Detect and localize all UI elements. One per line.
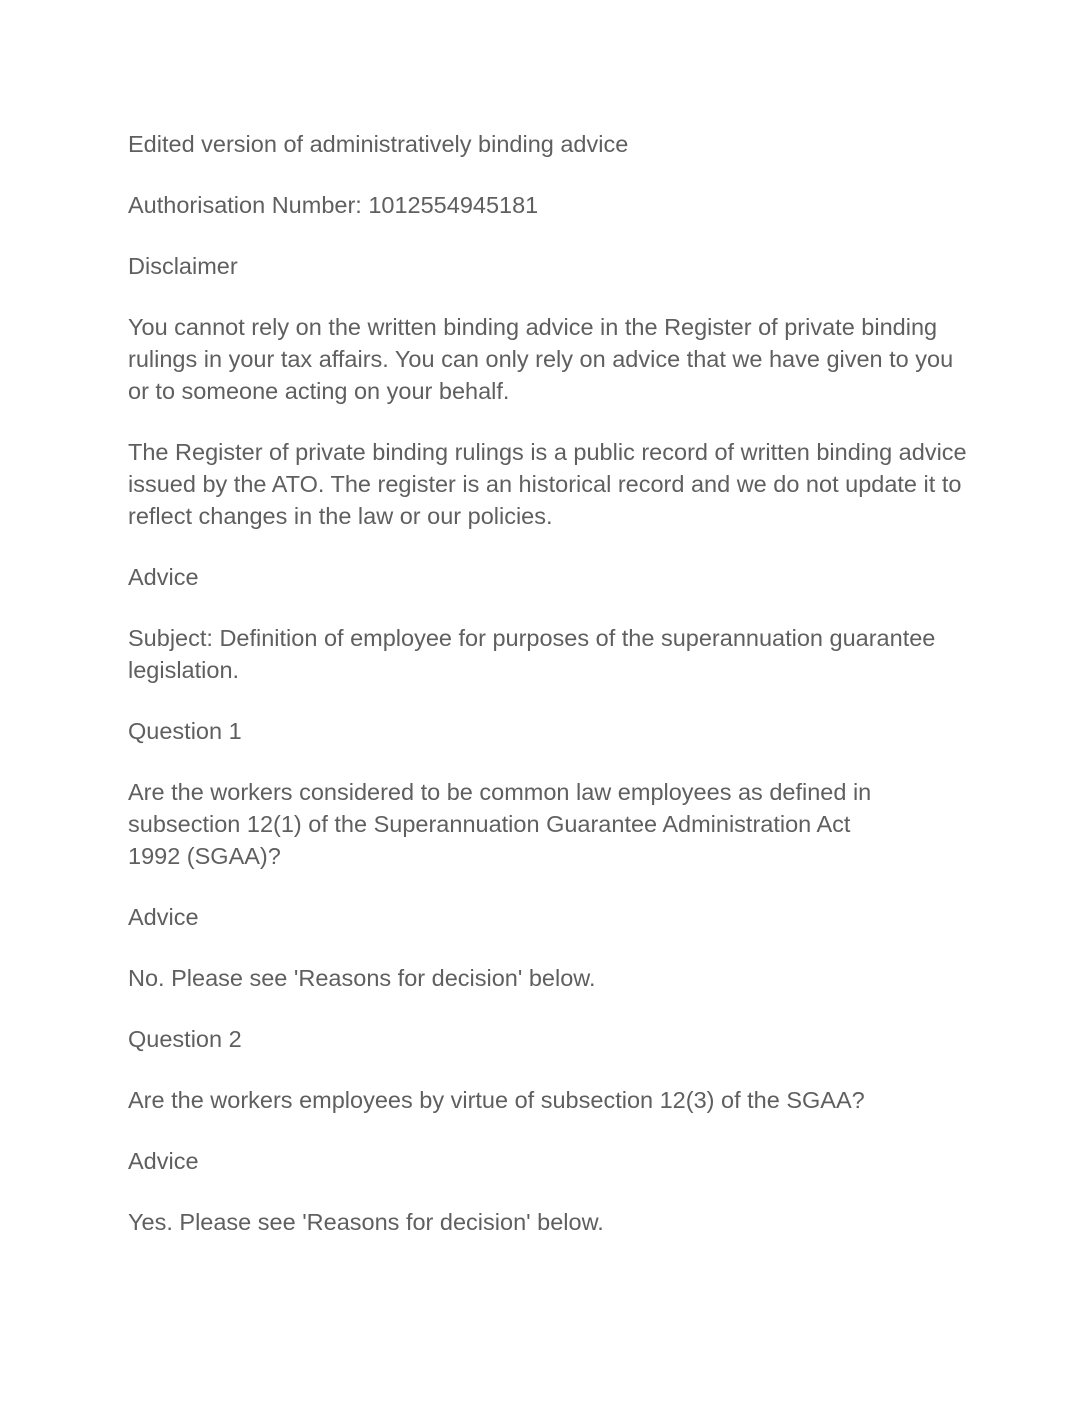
document-page xyxy=(128,128,968,1267)
authorisation-number: Authorisation Number: 1012554945181 xyxy=(128,192,539,218)
question-2-answer: Yes. Please see 'Reasons for decision' below. xyxy=(128,1209,604,1235)
advice-heading: Advice xyxy=(128,564,199,590)
question-2-advice-heading: Advice xyxy=(128,1148,199,1174)
question-1-text xyxy=(128,776,968,872)
question-1-answer: No. Please see 'Reasons for decision' below. xyxy=(128,965,596,991)
document-heading: Edited version of administratively binding advice xyxy=(128,131,629,157)
disclaimer-heading: Disclaimer xyxy=(128,253,238,279)
disclaimer-paragraph-2: The Register of private binding rulings is a public record of written binding advice issued by the ATO. The register is an historical record and we do not update it to reflect changes in the law or our policies. xyxy=(128,439,967,529)
question-1-advice-heading: Advice xyxy=(128,904,199,930)
disclaimer-paragraph-1: You cannot rely on the written binding advice in the Register of private binding rulings in your tax affairs. You can only rely on advice that we have given to you or to someone acting on your behalf. xyxy=(128,314,954,404)
question-1-heading: Question 1 xyxy=(128,718,242,744)
question-2-heading: Question 2 xyxy=(128,1026,242,1052)
question-1-text-part-a: Are the workers considered to be common law employees as defined in subsection 12(1) of the Superannuation Guarantee Administration Act xyxy=(128,779,872,837)
question-1-text-part-b: 1992 (SGAA)? xyxy=(128,843,281,869)
subject-paragraph: Subject: Definition of employee for purposes of the superannuation guarantee legislation. xyxy=(128,625,936,683)
question-2-text: Are the workers employees by virtue of subsection 12(3) of the SGAA? xyxy=(128,1087,865,1113)
